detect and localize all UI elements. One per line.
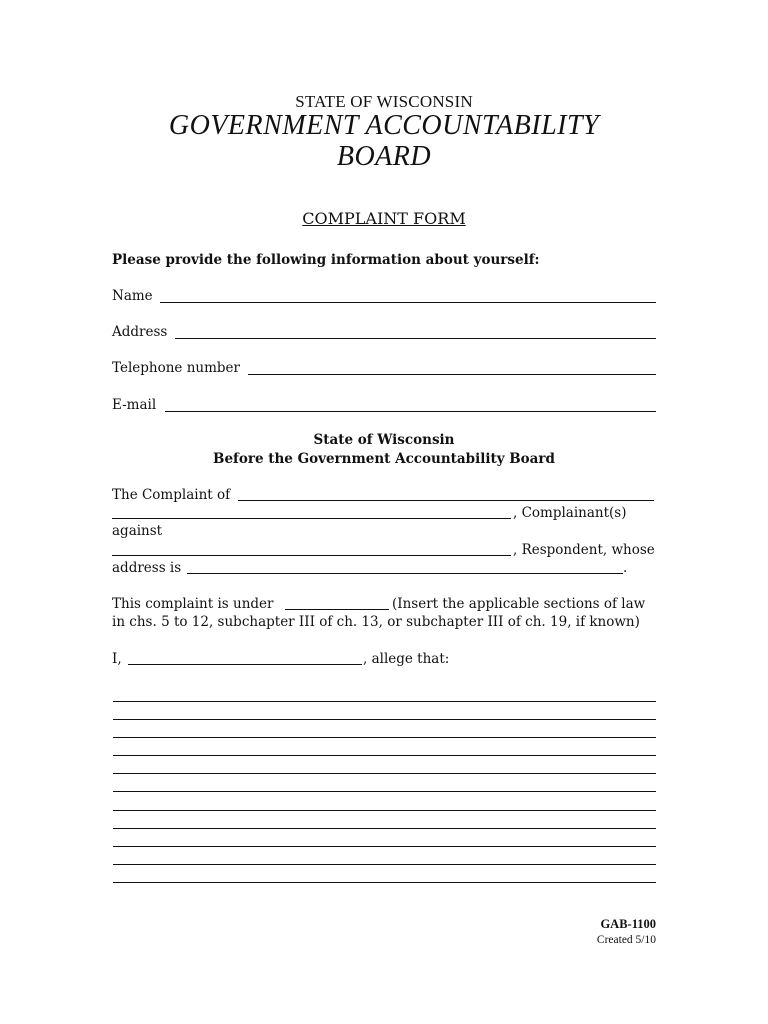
allegation-line[interactable] [113, 773, 656, 774]
board-title-line2: BOARD [336, 141, 432, 172]
telephone-label: Telephone number [112, 360, 240, 376]
allegation-line[interactable] [113, 701, 656, 702]
complainant-field-2[interactable] [112, 518, 511, 519]
allegation-line[interactable] [113, 882, 656, 883]
allegation-line[interactable] [113, 791, 656, 792]
complainants-label: , Complainant(s) [513, 505, 627, 521]
email-field[interactable] [165, 411, 656, 412]
respondent-label: , Respondent, whose [513, 542, 655, 558]
board-title [0, 110, 768, 172]
respondent-address-field[interactable] [187, 573, 623, 574]
against-label: against [112, 523, 163, 539]
allegation-line[interactable] [113, 755, 656, 756]
email-label: E-mail [112, 397, 157, 413]
address-label: Address [112, 324, 168, 340]
board-title-line1: GOVERNMENT ACCOUNTABILITY [168, 110, 600, 141]
form-code: GAB-1100 [600, 917, 656, 931]
allegation-line[interactable] [113, 810, 656, 811]
complainant-field-1[interactable] [238, 500, 654, 501]
complaint-of-label: The Complaint of [112, 487, 231, 503]
statute-field[interactable] [285, 609, 389, 610]
created-date: Created 5/10 [596, 934, 656, 946]
address-is-label: address is [112, 560, 182, 576]
name-label: Name [112, 288, 153, 304]
respondent-field[interactable] [112, 555, 511, 556]
period: . [623, 560, 628, 576]
i-label: I, [112, 651, 122, 667]
address-field[interactable] [175, 338, 656, 339]
caption-state: State of Wisconsin [313, 432, 455, 448]
under-line2: in chs. 5 to 12, subchapter III of ch. 13, or subchapter III of ch. 19, if known) [112, 614, 640, 630]
allegation-line[interactable] [113, 846, 656, 847]
under-suffix: (Insert the applicable sections of law [392, 596, 646, 612]
telephone-field[interactable] [248, 374, 656, 375]
state-title: STATE OF WISCONSIN [295, 92, 473, 111]
instruction-text: Please provide the following information about yourself: [112, 252, 540, 268]
allegation-line[interactable] [113, 864, 656, 865]
form-title: COMPLAINT FORM [302, 209, 466, 228]
under-label: This complaint is under [112, 596, 274, 612]
caption-board: Before the Government Accountability Board [213, 451, 555, 467]
complainant-name-field[interactable] [128, 664, 362, 665]
allegation-line[interactable] [113, 828, 656, 829]
name-field[interactable] [160, 302, 656, 303]
allege-label: , allege that: [363, 651, 450, 667]
allegation-line[interactable] [113, 737, 656, 738]
allegation-line[interactable] [113, 719, 656, 720]
